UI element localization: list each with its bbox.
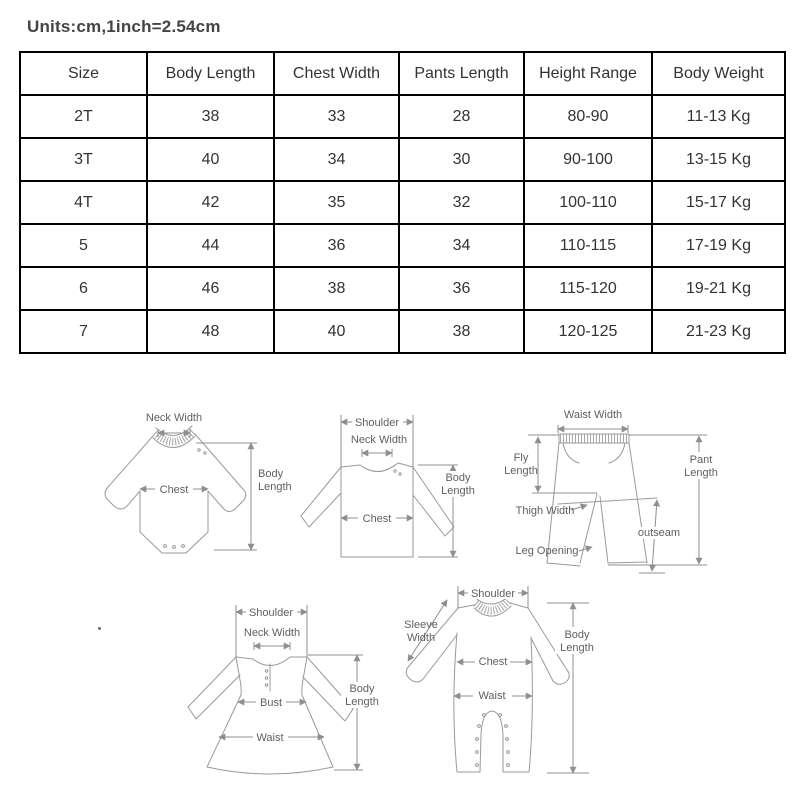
romper-measure-lines [408, 586, 589, 773]
cell-height-range: 90-100 [524, 138, 652, 181]
cell-height-range: 120-125 [524, 310, 652, 353]
size-row-2t [20, 95, 785, 138]
pants-leg-opening-label: Leg Opening [515, 545, 579, 557]
cell-height-range: 110-115 [524, 224, 652, 267]
cell-pants-length: 30 [399, 138, 524, 181]
sweater-body-length-label-1: Body [445, 472, 471, 484]
size-row-5 [20, 224, 785, 267]
pants-pant-length-label-2: Length [684, 467, 718, 479]
pants-diagram [500, 405, 725, 585]
cell-size: 2T [20, 95, 147, 138]
dress-outline [188, 657, 353, 774]
size-row-3t [20, 138, 785, 181]
cell-chest-width: 33 [274, 95, 399, 138]
sweater-body-length-label-2: Length [441, 485, 475, 497]
dress-shoulder-label: Shoulder [248, 607, 294, 619]
romper-chest-label: Chest [478, 656, 508, 668]
stray-dot [98, 627, 101, 630]
cell-pants-length: 34 [399, 224, 524, 267]
dress-bust-label: Bust [259, 697, 283, 709]
cell-chest-width: 40 [274, 310, 399, 353]
pants-pant-length-label-1: Pant [689, 454, 713, 466]
cell-body-weight: 13-15 Kg [652, 138, 785, 181]
size-row-6 [20, 267, 785, 310]
cell-chest-width: 34 [274, 138, 399, 181]
cell-body-weight: 21-23 Kg [652, 310, 785, 353]
pants-fly-label-2: Length [504, 465, 538, 477]
cell-body-length: 40 [147, 138, 274, 181]
cell-size: 6 [20, 267, 147, 310]
dress-diagram [180, 595, 395, 795]
col-header-height-range: Height Range [524, 52, 652, 95]
bodysuit-diagram [95, 405, 305, 575]
sweater-chest-label: Chest [362, 513, 392, 525]
size-table [19, 51, 786, 354]
cell-chest-width: 36 [274, 224, 399, 267]
dress-neck-width-label: Neck Width [243, 627, 301, 639]
bodysuit-body-length-label-2: Length [258, 481, 292, 493]
cell-pants-length: 36 [399, 267, 524, 310]
size-row-4t [20, 181, 785, 224]
cell-height-range: 80-90 [524, 95, 652, 138]
cell-size: 7 [20, 310, 147, 353]
romper-waist-label: Waist [478, 690, 506, 702]
pants-fly-label-1: Fly [513, 452, 529, 464]
cell-body-length: 38 [147, 95, 274, 138]
units-note: Units:cm,1inch=2.54cm [27, 17, 221, 36]
cell-body-weight: 15-17 Kg [652, 181, 785, 224]
col-header-size: Size [20, 52, 147, 95]
dress-waist-label: Waist [256, 732, 284, 744]
cell-size: 3T [20, 138, 147, 181]
cell-chest-width: 38 [274, 267, 399, 310]
cell-chest-width: 35 [274, 181, 399, 224]
cell-body-weight: 19-21 Kg [652, 267, 785, 310]
sweater-diagram [295, 405, 490, 570]
sweater-shoulder-label: Shoulder [354, 417, 400, 429]
cell-body-length: 46 [147, 267, 274, 310]
romper-sleeve-width-label-2: Width [406, 632, 436, 644]
cell-size: 5 [20, 224, 147, 267]
bodysuit-chest-label: Chest [159, 484, 189, 496]
col-header-chest-width: Chest Width [274, 52, 399, 95]
cell-pants-length: 32 [399, 181, 524, 224]
romper-shoulder-label: Shoulder [470, 588, 516, 600]
size-row-7 [20, 310, 785, 353]
cell-size: 4T [20, 181, 147, 224]
col-header-pants-length: Pants Length [399, 52, 524, 95]
bodysuit-body-length-label-1: Body [258, 468, 284, 480]
cell-height-range: 115-120 [524, 267, 652, 310]
pants-outseam-label: outseam [637, 527, 681, 539]
cell-body-length: 48 [147, 310, 274, 353]
bodysuit-neck-width-label: Neck Width [145, 412, 203, 424]
cell-body-length: 44 [147, 224, 274, 267]
cell-body-length: 42 [147, 181, 274, 224]
sweater-neck-width-label: Neck Width [350, 434, 408, 446]
cell-body-weight: 11-13 Kg [652, 95, 785, 138]
cell-pants-length: 28 [399, 95, 524, 138]
col-header-body-weight: Body Weight [652, 52, 785, 95]
pants-waist-width-label: Waist Width [563, 409, 623, 421]
romper-sleeve-width-label-1: Sleeve [404, 619, 438, 631]
col-header-body-length: Body Length [147, 52, 274, 95]
romper-diagram [395, 575, 610, 800]
pants-thigh-width-label: Thigh Width [515, 505, 575, 517]
dress-body-length-label-1: Body [349, 683, 375, 695]
sweater-outline [301, 463, 454, 557]
dress-body-length-label-2: Length [345, 696, 379, 708]
header-row [20, 52, 785, 95]
cell-body-weight: 17-19 Kg [652, 224, 785, 267]
cell-pants-length: 38 [399, 310, 524, 353]
cell-height-range: 100-110 [524, 181, 652, 224]
romper-body-length-label-1: Body [564, 629, 590, 641]
romper-body-length-label-2: Length [560, 642, 594, 654]
